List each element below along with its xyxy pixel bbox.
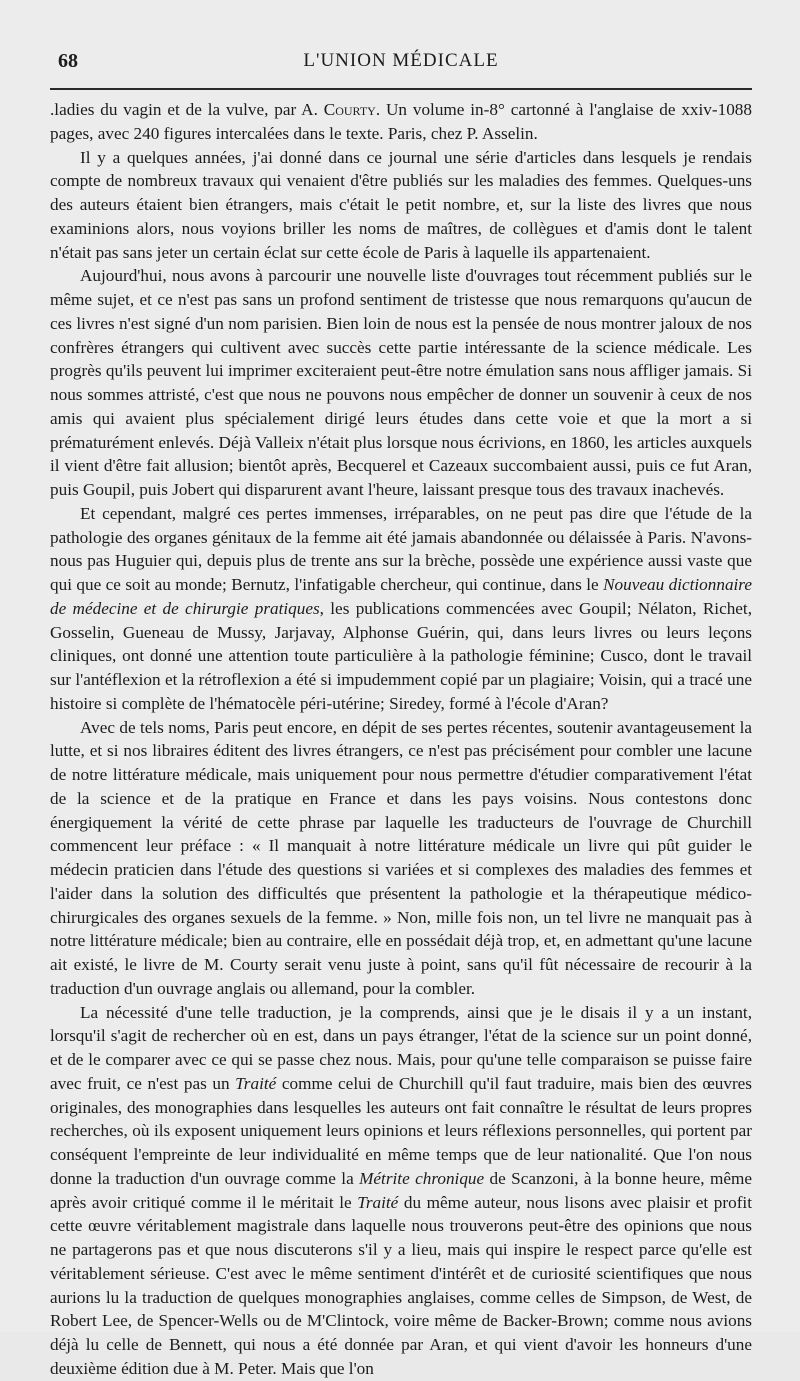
- text-run: Courty: [323, 100, 376, 119]
- text-run: Nouveau dictionnaire de médecine et de chirurgie pratiques: [50, 575, 752, 618]
- page-header: [50, 44, 752, 90]
- paragraph-3: [50, 502, 752, 716]
- text-run: Et cependant, malgré ces pertes immenses, irréparables, on ne peut pas dire que l'étude de la pathologie des organes génitaux de la femme ait été jamais abandonnée ou délaissée à Paris. N'avons-nous pas Huguier qui, depuis plus de trente ans sur la brèche, possède une expérience aussi vaste que qui que ce soit au monde; Bernutz, l'infatigable chercheur, qui continue, dans le: [50, 503, 752, 594]
- paragraph-0: [50, 98, 752, 146]
- text-run: Traité: [235, 1073, 277, 1093]
- text-run: La nécessité d'une telle traduction, je la comprends, ainsi que je le disais il y a un instant, lorsqu'il s'agit de rechercher où en est, dans un pays étranger, l'état de la science sur un point donné, et de le comparer avec ce qui se passe chez nous. Mais, pour qu'une telle comparaison se puisse faire avec fruit, ce n'est pas un: [50, 1002, 752, 1093]
- running-title: L'UNION MÉDICALE: [303, 50, 499, 71]
- text-run: .ladies du vagin et de la vulve, par A.: [50, 100, 324, 119]
- text-run: de Scanzoni, à la bonne heure, même après avoir critiqué comme il le méritait le: [50, 1168, 752, 1212]
- paragraph-2: [50, 264, 752, 502]
- text-run: Traité: [357, 1192, 399, 1212]
- text-run: , les publications commencées avec Goupil; Nélaton, Richet, Gosselin, Gueneau de Mussy, Jarjavay, Alphonse Guérin, qui, dans leurs livres ou leurs leçons cliniques, ont donné une attention toute particulière à la pathologie féminine; Cusco, dont le travail sur l'antéflexion et la rétroflexion a été si impudemment copié par un plagiaire; Voisin, qui a tracé une histoire si complète de l'hématocèle péri-utérine; Siredey, formé à l'école d'Aran?: [50, 598, 752, 713]
- text-run: Métrite chronique: [359, 1168, 485, 1188]
- article-body: [50, 98, 752, 1381]
- paragraph-4: [50, 716, 752, 1001]
- page-number: 68: [58, 50, 78, 72]
- text-run: Aujourd'hui, nous avons à parcourir une nouvelle liste d'ouvrages tout récemment publiés sur le même sujet, et ce n'est pas sans un profond sentiment de tristesse que nous remarquons qu'aucun de ces livres n'est signé d'un nom parisien. Bien loin de nous est la pensée de nous montrer jaloux de nos confrères étrangers qui cultivent avec succès cette partie intéressante de la science médicale. Les progrès qu'ils peuvent lui imprimer exciteraient peut-être notre émulation sans nous affliger jamais. Si nous sommes attristé, c'est que nous ne pouvons nous empêcher de donner un souvenir à ceux de nos amis qui avaient plus spécialement dirigé leurs études dans cette voie et que la mort a si prématurément enlevés. Déjà Valleix n'était plus lorsque nous écrivions, en 1860, les articles auxquels il vient d'être fait allusion; bientôt après, Becquerel et Cazeaux succombaient aussi, puis ce fut Aran, puis Goupil, puis Jobert qui disparurent avant l'heure, laissant presque tous des travaux inachevés.: [50, 266, 752, 499]
- text-run: Avec de tels noms, Paris peut encore, en dépit de ses pertes récentes, soutenir avantageusement la lutte, et si nos libraires éditent des livres étrangers, ce n'est pas précisément pour combler une lacune de notre littérature médicale, mais uniquement pour nous permettre d'étudier comparativement l'état de la science et de la pratique en France et dans les pays voisins. Nous contestons donc énergiquement la vérité de cette phrase par laquelle les traducteurs de l'ouvrage de Churchill commencent leur préface : « Il manquait à notre littérature médicale un livre qui pût guider le médecin praticien dans l'étude des questions si variées et si complexes des maladies des femmes et l'aider dans la solution des difficultés que présentent la pathologie et la thérapeutique médico-chirurgicales des organes sexuels de la femme. » Non, mille fois non, un tel livre ne manquait pas à notre littérature médicale; bien au contraire, elle en possédait déjà trop, et, en admettant qu'une lacune ait existé, le livre de M. Courty serait venu juste à point, sans qu'il fût nécessaire de recourir à la traduction d'un ouvrage anglais ou allemand, pour la combler.: [50, 717, 752, 998]
- text-run: Il y a quelques années, j'ai donné dans ce journal une série d'articles dans lesquels je rendais compte de nombreux travaux qui venaient d'être publiés sur les maladies des femmes. Quelques-uns des auteurs étaient bien étrangers, mais c'était le petit nombre, et, sur la liste des livres que nous examinions alors, nous voyions briller les noms de maîtres, de collègues et d'amis dont le talent n'était pas sans jeter un certain éclat sur cette école de Paris à laquelle ils appartenaient.: [50, 147, 752, 262]
- paragraph-5: [50, 1001, 752, 1381]
- paragraph-1: [50, 146, 752, 265]
- text-run: comme celui de Churchill qu'il faut traduire, mais bien des œuvres originales, des monographies dans lesquelles les auteurs ont fait connaître le résultat de leurs propres recherches, où ils exposent uniquement leurs opinions et leurs réflexions personnelles, qui portent par conséquent l'empreinte de leur individualité en même temps que de leur nationalité. Que l'on nous donne la traduction d'un ouvrage comme la: [50, 1073, 752, 1188]
- text-run: . Un volume in-8° cartonné à l'anglaise de xxiv-1088 pages, avec 240 figures intercalées dans le texte. Paris, chez P. Asselin.: [50, 100, 752, 143]
- text-run: du même auteur, nous lisons avec plaisir et profit cette œuvre véritablement magistrale dans laquelle nous trouverons peut-être des opinions que nous ne partagerons pas et que nous discuterons s'il y a lieu, mais qui inspire le respect parce qu'elle est véritablement sérieuse. C'est avec le même sentiment d'intérêt et de curiosité scientifiques que nous aurions lu la traduction de quelques monographies anglaises, comme celles de Simpson, de West, de Robert Lee, de Spencer-Wells ou de M'Clintock, voire même de Backer-Brown; comme nous avions déjà lu celle de Bennett, qui nous a été donnée par Aran, et qui vient d'avoir les honneurs d'une deuxième édition due à M. Peter. Mais que l'on: [50, 1192, 752, 1378]
